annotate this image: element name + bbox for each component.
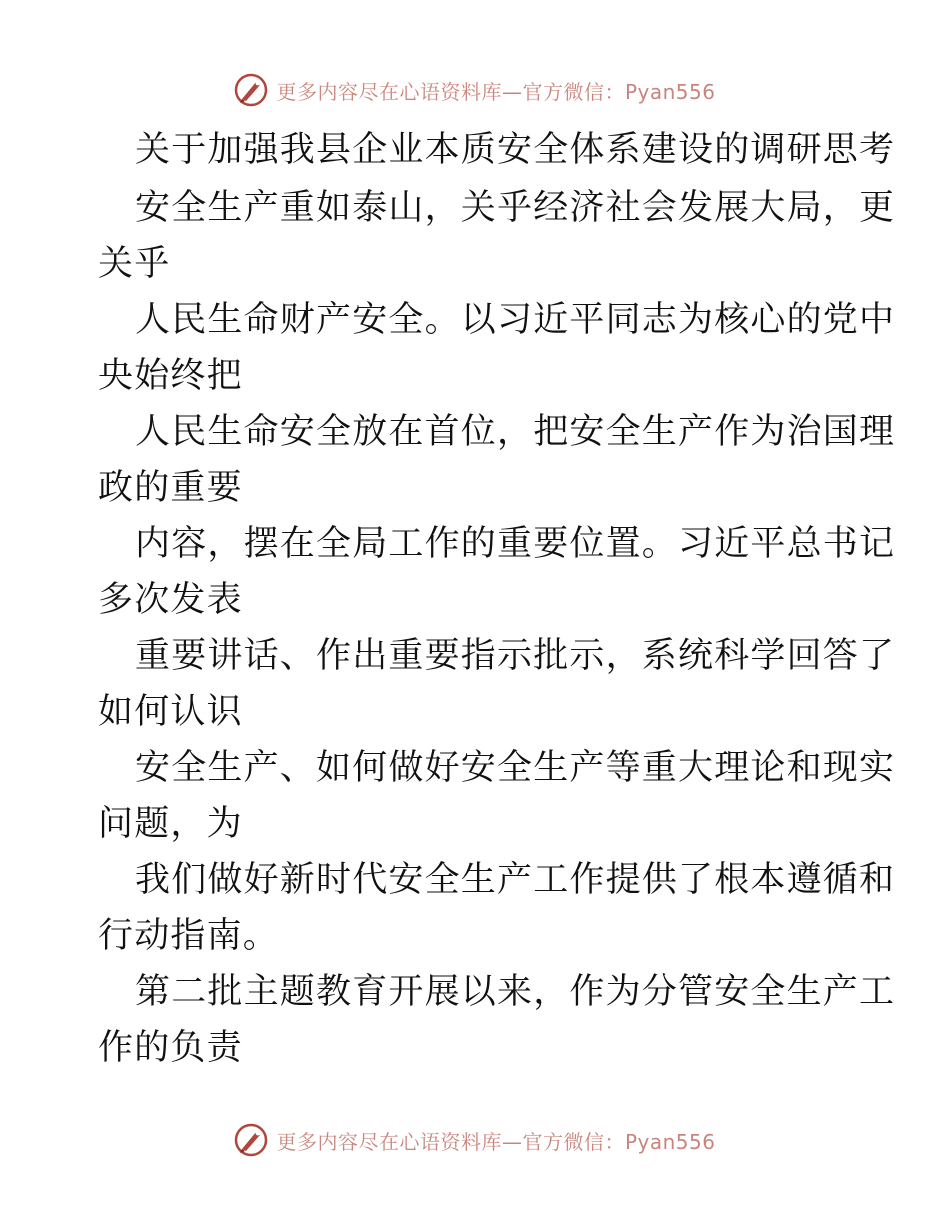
paragraph-line: 问题，为 [98, 804, 243, 844]
paragraph-line: 行动指南。 [98, 916, 280, 956]
paragraph-line: 人民生命安全放在首位，把安全生产作为治国理 [135, 412, 896, 452]
footer-banner-text: 更多内容尽在心语资料库—官方微信：Pyan556 [276, 1129, 716, 1154]
document-title: 关于加强我县企业本质安全体系建设的调研思考 [135, 130, 896, 170]
quill-pen-logo-icon [234, 1123, 268, 1157]
paragraph-line: 我们做好新时代安全生产工作提供了根本遵循和 [135, 860, 896, 900]
quill-pen-logo-icon [234, 73, 268, 107]
paragraph-line: 安全生产重如泰山，关乎经济社会发展大局，更 [135, 188, 896, 228]
paragraph-line: 第二批主题教育开展以来，作为分管安全生产工 [135, 972, 896, 1012]
paragraph-line: 人民生命财产安全。以习近平同志为核心的党中 [135, 300, 896, 340]
paragraph-line: 政的重要 [98, 468, 243, 508]
paragraph-line: 内容，摆在全局工作的重要位置。习近平总书记 [135, 524, 896, 564]
footer-banner [0, 1120, 950, 1160]
header-banner-text: 更多内容尽在心语资料库—官方微信：Pyan556 [276, 79, 716, 104]
paragraph-line: 央始终把 [98, 356, 243, 396]
paragraph-line: 重要讲话、作出重要指示批示，系统科学回答了 [135, 636, 896, 676]
header-banner [0, 70, 950, 110]
document-body [98, 120, 896, 1076]
paragraph-line: 关乎 [98, 244, 171, 284]
paragraph-line: 安全生产、如何做好安全生产等重大理论和现实 [135, 748, 896, 788]
paragraph-line: 如何认识 [98, 692, 243, 732]
paragraph-line: 作的负责 [98, 1028, 243, 1068]
paragraph-line: 多次发表 [98, 580, 243, 620]
